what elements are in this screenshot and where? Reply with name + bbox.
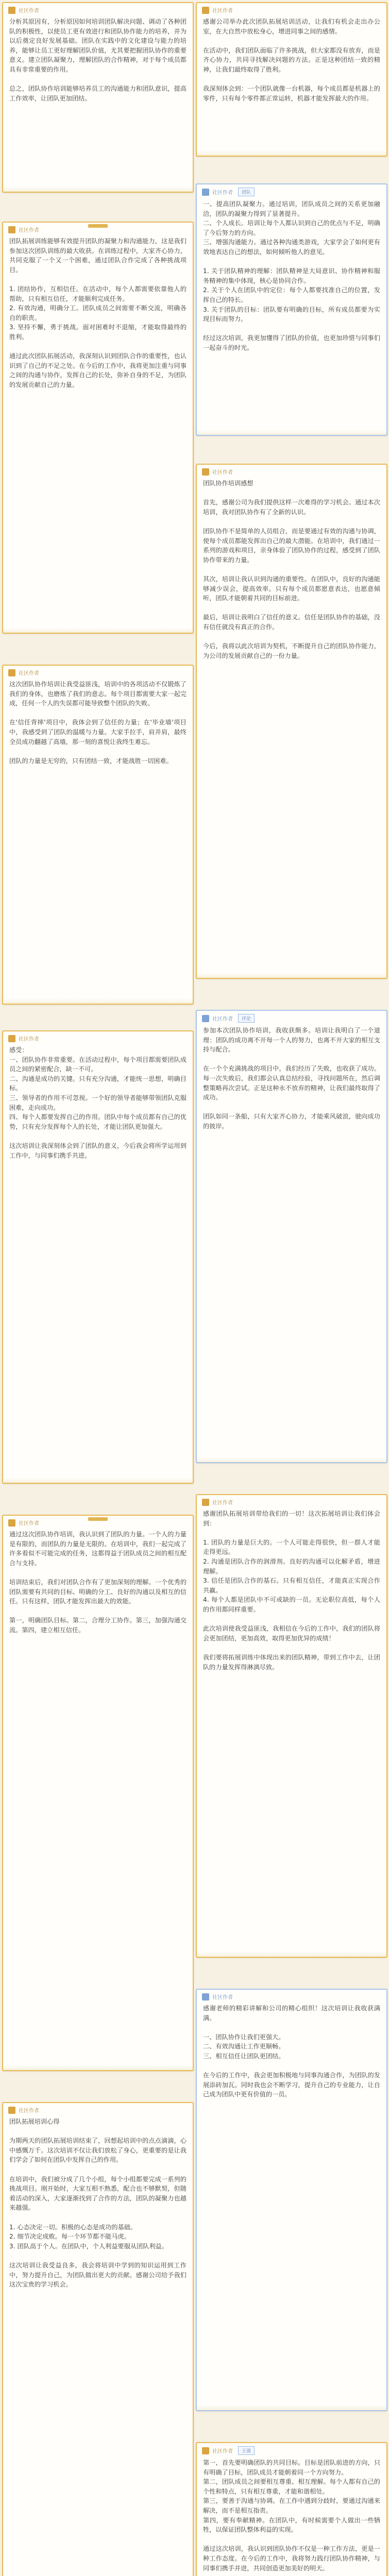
stamp-label: 评论 [238, 1014, 255, 1023]
card-footer [197, 1952, 386, 1957]
card-header [197, 1495, 386, 1508]
avatar [202, 189, 209, 196]
left-column [2, 0, 194, 2576]
note-card[interactable] [2, 222, 194, 634]
card-text: 团队拓展培训心得 为期两天的团队拓展培训结束了，回想起培训中的点点滴滴，心中感慨万千。这次培训不仅让我们放松了身心，更重要的是让我们学会了如何在团队中发挥自己的作用。 在培训中，我们被分成了几个小组，每个小组都要完成一系列的挑战项目。刚开始时，大家互相不熟悉，配合也不够默契，但随着活动的深入，大家逐渐找到了合作的方法，团队的凝聚力也越来越强。 1. 心态决定一切。积极的心态是成功的基础。 2. 细节决定成败。每一个环节都不能马虎。 3. 团队高于个人。在团队中，个人利益要服从团队利益。 这次培训让我受益良多，我会将培训中学到的知识运用到工作中，努力提升自己，为团队做出更大的贡献。感谢公司给予我们这次宝贵的学习机会。 [9, 2118, 187, 2289]
author-name: 社区作者 [212, 1500, 233, 1506]
note-card[interactable] [196, 464, 387, 979]
avatar [202, 1015, 209, 1022]
author-name: 社区作者 [19, 228, 39, 233]
card-header [197, 1011, 386, 1025]
card-footer [197, 1457, 386, 1462]
card-header [3, 1031, 193, 1044]
author-name: 社区作者 [212, 8, 233, 14]
card-header [3, 1516, 193, 1529]
avatar [8, 226, 15, 233]
author-name: 社区作者 [19, 671, 39, 676]
author-name: 社区作者 [212, 1016, 233, 1022]
note-card[interactable] [2, 2102, 194, 2576]
note-card[interactable] [196, 2442, 387, 2576]
card-header [3, 2103, 193, 2116]
author-name: 社区作者 [212, 470, 233, 476]
author-name: 社区作者 [212, 1995, 233, 2001]
card-text: 一、提高团队凝聚力。通过培训，团队成员之间的关系更加融洽，团队的凝聚力得到了显著提升。 二、个人成长。培训让每个人都认识到自己的优点与不足，明确了今后努力的方向。 三、增强沟通能力。通过各种沟通类游戏，大家学会了如何更有效地表达自己的想法，如何倾听他人的意见。 1. 关于团队精神的理解：团队精神是大局意识、协作精神和服务精神的集中体现，核心是协同合作。 2. 关于个人在团队中的定位：每个人都要找准自己的位置，发挥自己的特长。 3. 关于团队的目标：团队要有明确的目标，所有成员都要为实现目标而努力。 经过这次培训，我更加懂得了团队的价值，也更加珍惜与同事们一起奋斗的时光。 [203, 200, 380, 351]
card-text: 感谢公司举办此次团队拓展培训活动，让我们有机会走出办公室，在大自然中放松身心，增进同事之间的感情。 在活动中，我们团队面临了许多挑战，但大家都没有放弃，而是齐心协力，共同寻找解决问题的方法。正是这种团结一致的精神，让我们最终取得了胜利。 我深刻体会到：一个团队就像一台机器，每个成员都是机器上的零件，只有每个零件都正常运转，机器才能发挥最大的作用。 [203, 18, 380, 102]
note-card[interactable] [2, 1515, 194, 2071]
avatar [202, 1499, 209, 1506]
card-header [197, 3, 386, 16]
card-footer [197, 973, 386, 978]
avatar [202, 7, 209, 14]
avatar [202, 1993, 209, 2001]
card-text: 通过这次团队协作培训，我认识到了团队的力量。一个人的力量是有限的，而团队的力量是无限的。在培训中，我们一起完成了许多看似不可能完成的任务，这都得益于团队成员之间的相互配合与支持。 培训结束后，我们对团队合作有了更加深刻的理解。一个优秀的团队需要有共同的目标、明确的分工、良好的沟通以及相互的信任。只有这样，团队才能发挥出最大的效能。 第一，明确团队目标。第二，合理分工协作。第三，加强沟通交流。第四，建立相互信任。 [9, 1531, 187, 1634]
card-text: 感谢老师的精彩讲解和公司的精心组织！这次培训让我收获满满。 一、团队协作让我们更强大。 二、有效沟通让工作更顺畅。 三、相互信任让团队更团结。 在今后的工作中，我会更加积极地与同事沟通合作，为团队的发展添砖加瓦。同时我也会不断学习，提升自己的专业能力，让自己成为团队中更有价值的一员。 [203, 2005, 380, 2098]
card-footer [197, 2405, 386, 2410]
avatar [8, 2107, 15, 2114]
avatar [202, 468, 209, 476]
card-header [197, 184, 386, 198]
card-footer [197, 150, 386, 156]
card-text: 这次团队协作培训让我受益匪浅，培训中的各项活动不仅锻炼了我们的身体，也磨炼了我们的意志。每个项目都需要大家一起完成，任何一个人的失误都可能导致整个团队的失败。 在'信任背摔'项目中，我体会到了信任的力量；在'毕业墙'项目中，我感受到了团队的温暖与力量。大家手拉手，肩并肩，最终全员成功翻越了高墙，那一刻的喜悦让我终生难忘。 团队的力量是无穷的，只有团结一致，才能战胜一切困难。 [9, 681, 187, 765]
card-footer [197, 430, 386, 435]
card-header [3, 223, 193, 235]
card-text: 分析其原因有，分析原因如何培训团队解决问题、调动了各种团队的积极性，以使员工更有效进行和团队协作能力的培养，并为以后奠定良好发展基础。团队在实践中的文化建设与能力的培养，能够让员工更好理解团队价值，尤其要把握团队协作的重要意义。建立团队凝聚力，理解团队的合作精神，对于每个成员都具有非常重要的作用。 总之，团队协作培训能够培养员工的沟通能力和团队意识，提高工作效率，让团队更加团结。 [9, 18, 187, 102]
note-card[interactable] [196, 1494, 387, 1958]
card-text: 第一，首先要明确团队的共同目标。目标是团队前进的方向，只有明确了目标，团队成员才能朝着同一个方向努力。 第二，团队成员之间要相互尊重、相互理解。每个人都有自己的个性和特点，只有相互尊重，才能和谐相处。 第三，要善于沟通与协调。在工作中遇到分歧时，要通过沟通来解决，而不是相互指责。 第四，要有奉献精神。在团队中，有时候需要个人做出一些牺牲，以保证团队整体利益的实现。 通过这次培训，我认识到团队协作不仅是一种工作方法，更是一种工作态度。在今后的工作中，我将努力践行团队协作精神，与同事们携手并进，共同创造更加美好的明天。 [203, 2459, 380, 2572]
card-header [3, 666, 193, 679]
avatar [8, 669, 15, 676]
note-card[interactable] [196, 2, 387, 157]
card-text: 参加本次团队协作培训，我收获颇多。培训让我明白了一个道理：团队的成功离不开每一个人的努力，也离不开大家的相互支持与配合。 在一个个充满挑战的项目中，我们经历了失败，也收获了成功。每一次失败后，我们都会认真总结经验，寻找问题所在，然后调整策略再次尝试。正是这种永不放弃的精神，让我们最终取得了成功。 团队如同一条船，只有大家齐心协力，才能乘风破浪，驶向成功的彼岸。 [203, 1027, 380, 1130]
card-header [197, 1990, 386, 2003]
author-name: 社区作者 [19, 1521, 39, 1527]
stamp-label: 团队 [238, 188, 255, 196]
card-text: 感谢团队拓展培训带给我们的一切！这次拓展培训让我们体会到： 1. 团队的力量是巨大的。一个人可能走得很快，但一群人才能走得更远。 2. 沟通是团队合作的润滑剂。良好的沟通可以化解矛盾，增进理解。 3. 信任是团队合作的基石。只有相互信任，才能真正实现合作共赢。 4. 每个人都是团队中不可或缺的一员。无论职位高低，每个人的作用都同样重要。 此次培训使我受益匪浅，我相信在今后的工作中，我们的团队将会更加团结，更加高效，取得更加优异的成绩！ 我们要将拓展训练中体现出来的团队精神，带到工作中去，让团队的力量发挥得淋漓尽致。 [203, 1510, 380, 1671]
avatar [202, 2447, 209, 2454]
avatar [8, 7, 15, 14]
author-name: 社区作者 [212, 2449, 233, 2454]
card-text: 感受： 一、团队协作非常重要。在活动过程中，每个项目都需要团队成员之间的紧密配合，缺一不可。 二、沟通是成功的关键。只有充分沟通，才能统一思想，明确目标。 三、领导者的作用不可忽视。一个好的领导者能够带领团队克服困难，走向成功。 四、每个人都要发挥自己的作用。团队中每个成员都有自己的优势，只有充分发挥每个人的长处，才能让团队更加强大。 这次培训让我深刻体会到了团队的意义，今后我会将所学运用到工作中，与同事们携手共进。 [9, 1046, 187, 1159]
note-card[interactable] [2, 665, 194, 1005]
card-footer [3, 2065, 193, 2070]
author-name: 社区作者 [212, 190, 233, 196]
note-card[interactable] [196, 183, 387, 436]
card-footer [3, 998, 193, 1004]
author-name: 社区作者 [19, 8, 39, 14]
note-card[interactable] [196, 1010, 387, 1463]
stamp-label: 王强 [238, 2446, 255, 2455]
avatar [8, 1035, 15, 1042]
card-header [197, 465, 386, 478]
card-footer [3, 1478, 193, 1483]
avatar [8, 1519, 15, 1527]
card-footer [3, 187, 193, 192]
note-card[interactable] [196, 1989, 387, 2411]
card-text: 团队协作培训感想 首先，感谢公司为我们提供这样一次难得的学习机会。通过本次培训，我对团队协作有了全新的认识。 团队协作不是简单的人员组合，而是要通过有效的沟通与协调，使每个成员都能发挥出自己的最大潜能。在培训中，我们通过一系列的游戏和项目，亲身体验了团队协作的过程，感受到了团队协作带来的力量。 其次，培训让我认识到沟通的重要性。在团队中，良好的沟通能够减少误会，提高效率。只有每个成员都愿意表达，也愿意倾听，团队才能朝着共同的目标前进。 最后，培训让我明白了信任的意义。信任是团队协作的基础，没有信任就没有真正的合作。 今后，我将以此次培训为契机，不断提升自己的团队协作能力，为公司的发展贡献自己的一份力量。 [203, 480, 380, 659]
author-name: 社区作者 [19, 2108, 39, 2114]
note-card[interactable] [2, 2, 194, 193]
card-header [3, 3, 193, 16]
card-text: 团队拓展训练能够有效提升团队的凝聚力和沟通能力，这是我们参加这次团队训练的最大收获。在训练过程中，大家齐心协力，共同克服了一个又一个困难，通过团队合作完成了各种挑战项目。 1. 团结协作，互相信任。在活动中，每个人都需要依靠他人的帮助，只有相互信任，才能顺利完成任务。 2. 有效沟通，明确分工。团队成员之间需要不断交流，明确各自的职责。 3. 坚持不懈，勇于挑战。面对困难时不退缩，才能取得最终的胜利。 通过此次团队拓展活动，我深刻认识到团队合作的重要性，也认识到了自己的不足之处。在今后的工作中，我将更加注重与同事之间的沟通与协作，发挥自己的长处，弥补自身的不足，为团队的发展贡献自己的力量。 [9, 238, 187, 388]
right-column [196, 0, 387, 2576]
note-card[interactable] [2, 1030, 194, 1484]
card-footer [3, 628, 193, 633]
author-name: 社区作者 [19, 1037, 39, 1042]
card-header [197, 2443, 386, 2457]
